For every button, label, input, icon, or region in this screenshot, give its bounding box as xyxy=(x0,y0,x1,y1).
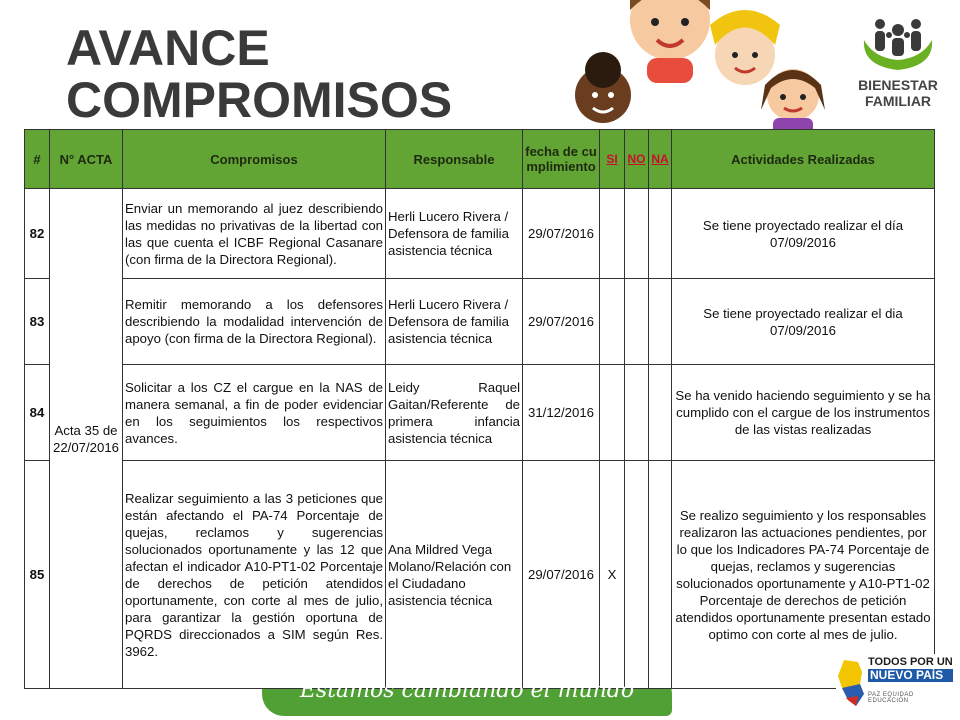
no-cell xyxy=(625,365,649,461)
na-cell xyxy=(649,461,672,689)
title-line-1: AVANCE xyxy=(66,20,270,76)
col-header-actividades: Actividades Realizadas xyxy=(672,130,935,189)
gov-logo-line-2: NUEVO PAÍS xyxy=(868,669,953,682)
table-row xyxy=(25,279,935,365)
compromiso-cell: Realizar seguimiento a las 3 peticiones que están afectando el PA-74 Porcentaje de quejas, reclamos y sugerencias solucionados oportunamente y las 12 que afectan el indicador A10-PT1-02 Porcentaje de derechos de petición atendidos oportunamente, con corte al mes de julio, para garantizar la gestión oportuna de PQRDS direccionados a SIM según Res. 3962. xyxy=(123,461,386,689)
fecha-cell: 29/07/2016 xyxy=(523,279,600,365)
compromiso-cell: Solicitar a los CZ el cargue en la NAS de manera semanal, a fin de poder evidenciar en los seguimientos los respectivos avances. xyxy=(123,365,386,461)
table-header-row xyxy=(25,130,935,189)
tagline: “Estamos cambiando el mundo” xyxy=(288,678,646,703)
col-header-fecha: fecha de cumplimiento xyxy=(523,130,600,189)
bienestar-family-icon xyxy=(858,10,938,72)
children-illustration xyxy=(575,0,835,135)
actividades-cell: Se tiene proyectado realizar el dia 07/09/2016 xyxy=(672,279,935,365)
col-header-no: NO xyxy=(625,130,649,189)
na-cell xyxy=(649,279,672,365)
responsable-cell: Herli Lucero Rivera / Defensora de familia asistencia técnica xyxy=(386,279,523,365)
row-number: 84 xyxy=(25,365,50,461)
col-header-na: NA xyxy=(649,130,672,189)
col-header-acta: N° ACTA xyxy=(50,130,123,189)
bienestar-familiar-logo xyxy=(842,10,954,109)
responsable-cell: Leidy Raquel Gaitan/Referente de primera infancia asistencia técnica xyxy=(386,365,523,461)
colombia-map-icon xyxy=(836,658,866,708)
table-row xyxy=(25,189,935,279)
acta-cell: Acta 35 de 22/07/2016 xyxy=(50,189,123,689)
responsable-cell: Ana Mildred Vega Molano/Relación con el Ciudadano asistencia técnica xyxy=(386,461,523,689)
col-header-si: SI xyxy=(600,130,625,189)
si-cell xyxy=(600,279,625,365)
col-header-responsable: Responsable xyxy=(386,130,523,189)
no-cell xyxy=(625,279,649,365)
gov-logo-line-3: PAZ EQUIDAD EDUCACIÓN xyxy=(868,692,914,704)
title-line-2: COMPROMISOS xyxy=(66,72,453,128)
logo-line-1: BIENESTAR xyxy=(858,77,938,93)
no-cell xyxy=(625,189,649,279)
todos-por-un-nuevo-pais-logo xyxy=(836,654,954,712)
actividades-cell: Se realizo seguimiento y los responsables realizaron las actuaciones pendientes, por lo que los Indicadores PA-74 Porcentaje de quejas, reclamos y sugerencias solucionados oportunamente y A10-PT1-02 Porcentaje de derechos de petición atendidos oportunamente presentan estado optimo con corte al mes de julio. xyxy=(672,461,935,689)
slide-title xyxy=(66,22,452,126)
col-header-compromisos: Compromisos xyxy=(123,130,386,189)
logo-line-2: FAMILIAR xyxy=(864,93,932,109)
actividades-cell: Se tiene proyectado realizar el día 07/09/2016 xyxy=(672,189,935,279)
no-cell xyxy=(625,461,649,689)
actividades-cell: Se ha venido haciendo seguimiento y se ha cumplido con el cargue de los instrumentos de las vistas realizadas xyxy=(672,365,935,461)
fecha-cell: 31/12/2016 xyxy=(523,365,600,461)
compromiso-cell: Remitir memorando a los defensores describiendo la modalidad intervención de apoyo (con firma de la Directora Regional). xyxy=(123,279,386,365)
commitments-table xyxy=(24,129,935,689)
na-cell xyxy=(649,365,672,461)
gov-logo-line-1: TODOS POR UN xyxy=(868,656,953,668)
table-row xyxy=(25,365,935,461)
si-cell xyxy=(600,189,625,279)
row-number: 82 xyxy=(25,189,50,279)
fecha-cell: 29/07/2016 xyxy=(523,461,600,689)
gov-logo-text xyxy=(868,657,953,682)
row-number: 85 xyxy=(25,461,50,689)
si-cell: X xyxy=(600,461,625,689)
compromiso-cell: Enviar un memorando al juez describiendo las medidas no privativas de la libertad con las que cuenta el ICBF Regional Casanare (con firma de la Directora Regional). xyxy=(123,189,386,279)
table-row xyxy=(25,461,935,689)
na-cell xyxy=(649,189,672,279)
col-header-num: # xyxy=(25,130,50,189)
row-number: 83 xyxy=(25,279,50,365)
responsable-cell: Herli Lucero Rivera / Defensora de familia asistencia técnica xyxy=(386,189,523,279)
si-cell xyxy=(600,365,625,461)
fecha-cell: 29/07/2016 xyxy=(523,189,600,279)
